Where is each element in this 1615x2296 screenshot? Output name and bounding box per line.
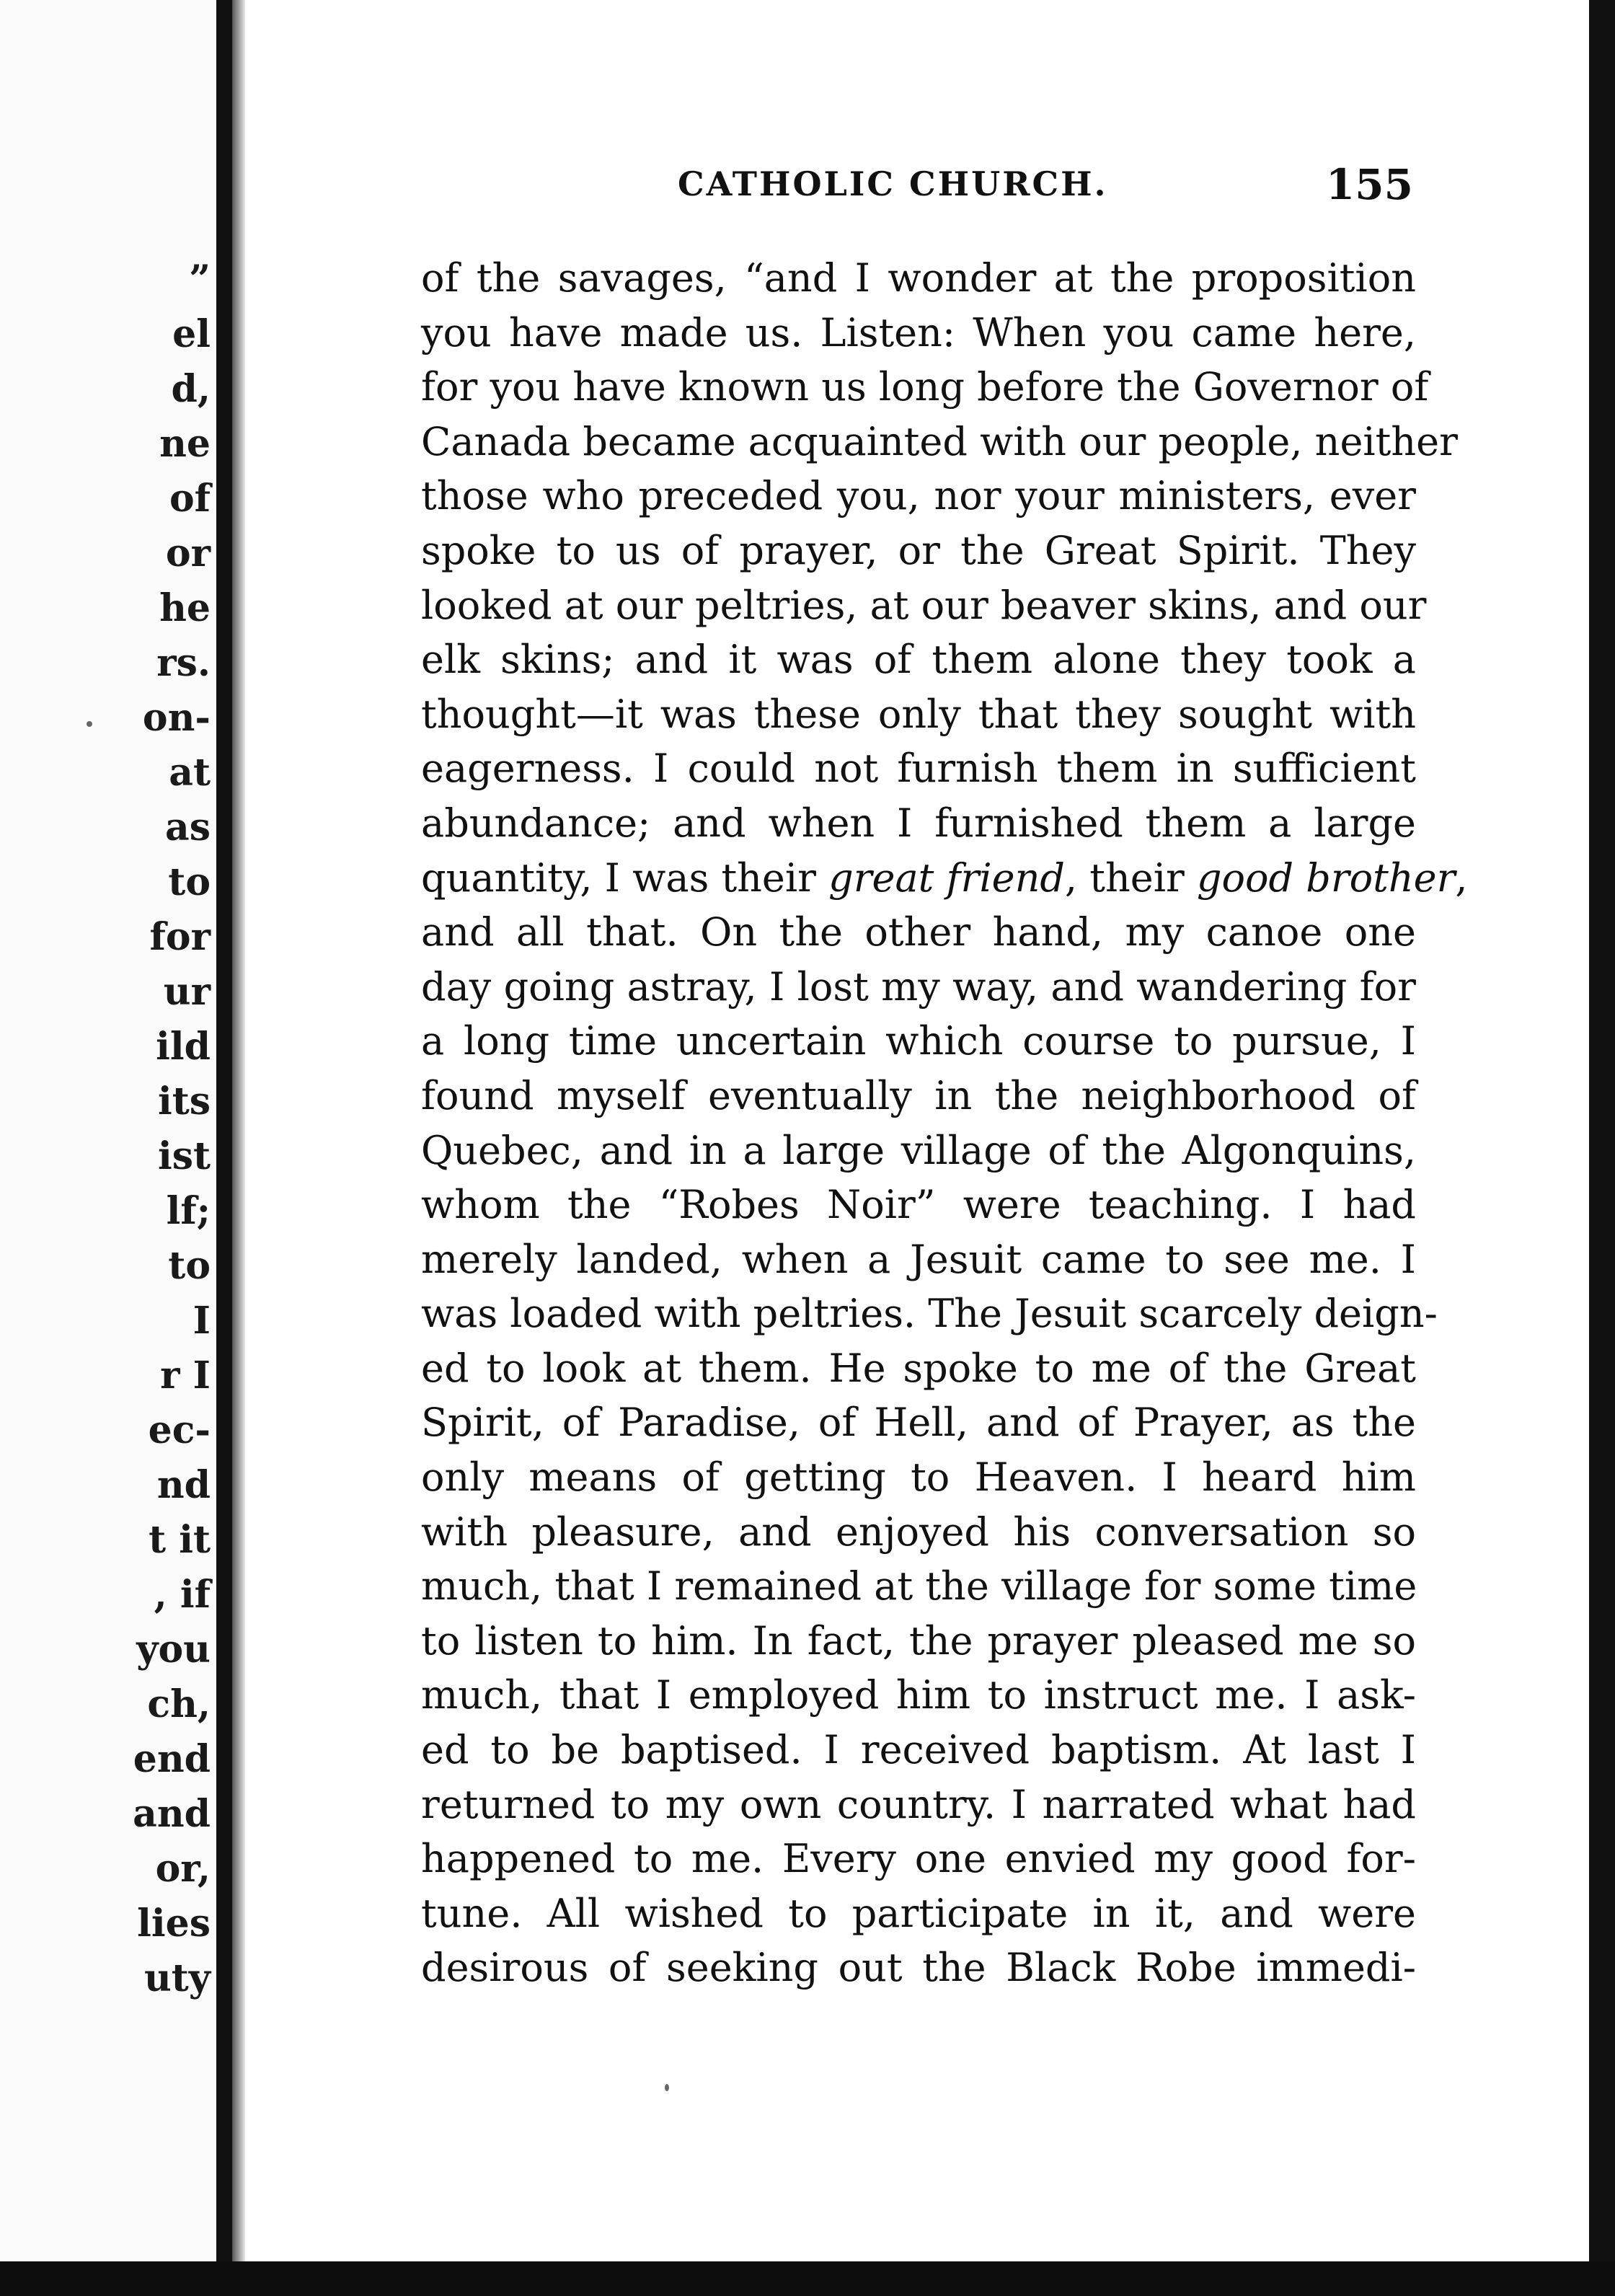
fragment-line: ”	[189, 257, 211, 301]
scan-right-border	[1589, 0, 1615, 2296]
italic-phrase: great friend	[828, 855, 1065, 901]
text-line: those who preceded you, nor your ministers, ever	[421, 473, 1416, 519]
fragment-line: to	[168, 1244, 211, 1288]
text-line: merely landed, when a Jesuit came to see me. I	[421, 1236, 1416, 1282]
fragment-line: end	[133, 1737, 211, 1781]
text-line: for you have known us long before the Governor of	[421, 364, 1429, 410]
text-line: of the savages, “and I wonder at the proposition	[421, 255, 1416, 301]
fragment-line: ch,	[147, 1682, 211, 1726]
text-line: spoke to us of prayer, or the Great Spirit. They	[421, 527, 1416, 573]
fragment-line: of	[169, 477, 211, 521]
fragment-line: ild	[156, 1025, 211, 1069]
italic-phrase: good brother	[1196, 855, 1456, 901]
fragment-line: ne	[159, 422, 211, 466]
fragment-line: uty	[143, 1956, 211, 2000]
text-line: Canada became acquainted with our people, neither	[421, 418, 1458, 464]
fragment-line: rs.	[156, 641, 211, 685]
fragment-line: you	[136, 1628, 211, 1672]
fragment-line: at	[169, 751, 211, 795]
fragment-line: to	[168, 860, 211, 904]
fragment-line: on-	[142, 696, 211, 740]
fragment-line: ist	[157, 1134, 211, 1178]
text-line: whom the “Robes Noir” were teaching. I had	[421, 1182, 1416, 1228]
facing-page-text-fragments	[133, 252, 211, 2006]
text-line: much, that I employed him to instruct me. I ask-	[421, 1672, 1416, 1718]
fragment-line: its	[157, 1079, 211, 1123]
fragment-line: as	[165, 805, 211, 849]
text-line: only means of getting to Heaven. I heard him	[421, 1454, 1416, 1501]
text-line: a long time uncertain which course to pursue, I	[421, 1018, 1416, 1064]
print-speck	[665, 2084, 669, 2091]
fragment-line: ec-	[148, 1408, 211, 1452]
print-speck	[87, 721, 92, 727]
text-run: , their	[1064, 855, 1197, 901]
text-line: tune. All wished to participate in it, and were	[421, 1890, 1416, 1936]
text-run: ,	[1455, 855, 1468, 901]
text-line: happened to me. Every one envied my good for-	[421, 1836, 1416, 1882]
text-line: with pleasure, and enjoyed his conversation so	[421, 1509, 1416, 1555]
book-binding-gutter	[216, 0, 232, 2296]
fragment-line: el	[172, 312, 211, 356]
running-title: CATHOLIC CHURCH.	[678, 164, 1108, 203]
text-line: desirous of seeking out the Black Robe immedi-	[421, 1945, 1416, 1991]
gutter-shadow	[232, 0, 245, 2296]
text-line: much, that I remained at the village for some time	[421, 1563, 1417, 1610]
running-head	[418, 160, 1413, 215]
text-line: eagerness. I could not furnish them in sufficient	[421, 746, 1416, 792]
fragment-line: nd	[156, 1463, 211, 1507]
fragment-line: d,	[171, 367, 211, 411]
text-line: was loaded with peltries. The Jesuit scarcely deign-	[421, 1291, 1438, 1337]
text-run: quantity, I was their	[421, 855, 829, 901]
facing-page-edge	[0, 0, 216, 2296]
fragment-line: he	[159, 586, 211, 630]
text-line: Quebec, and in a large village of the Algonquins,	[421, 1127, 1416, 1173]
text-line: elk skins; and it was of them alone they took a	[421, 637, 1416, 683]
fragment-line: ur	[163, 970, 211, 1014]
fragment-line: for	[149, 915, 211, 959]
text-line: returned to my own country. I narrated what had	[421, 1781, 1416, 1827]
text-line: ed to be baptised. I received baptism. At last I	[421, 1727, 1416, 1773]
body-text	[421, 251, 1468, 1995]
text-line: found myself eventually in the neighborhood of	[421, 1072, 1416, 1118]
scan-bottom-border	[0, 2261, 1615, 2296]
page-number: 155	[1325, 160, 1413, 209]
text-line: you have made us. Listen: When you came here,	[421, 309, 1416, 356]
text-line: and all that. On the other hand, my canoe one	[421, 909, 1416, 955]
text-line: thought—it was these only that they sought with	[421, 691, 1416, 737]
text-line: abundance; and when I furnished them a large	[421, 800, 1416, 846]
text-line: Spirit, of Paradise, of Hell, and of Prayer, as the	[421, 1400, 1416, 1446]
fragment-line: or,	[155, 1847, 211, 1891]
text-line-with-italics	[421, 851, 1468, 906]
text-line: ed to look at them. He spoke to me of the Great	[421, 1345, 1416, 1391]
text-line: to listen to him. In fact, the prayer pleased me so	[421, 1617, 1416, 1664]
fragment-line: or	[165, 531, 211, 575]
fragment-line: lf;	[166, 1189, 211, 1233]
fragment-line: t it	[149, 1518, 211, 1562]
fragment-line: r I	[160, 1354, 211, 1398]
text-line: looked at our peltries, at our beaver skins, and our	[421, 582, 1427, 628]
fragment-line: and	[133, 1792, 211, 1836]
fragment-line: , if	[154, 1573, 211, 1617]
text-line: day going astray, I lost my way, and wandering for	[421, 963, 1416, 1010]
fragment-line: lies	[137, 1902, 211, 1946]
fragment-line: I	[193, 1299, 211, 1343]
